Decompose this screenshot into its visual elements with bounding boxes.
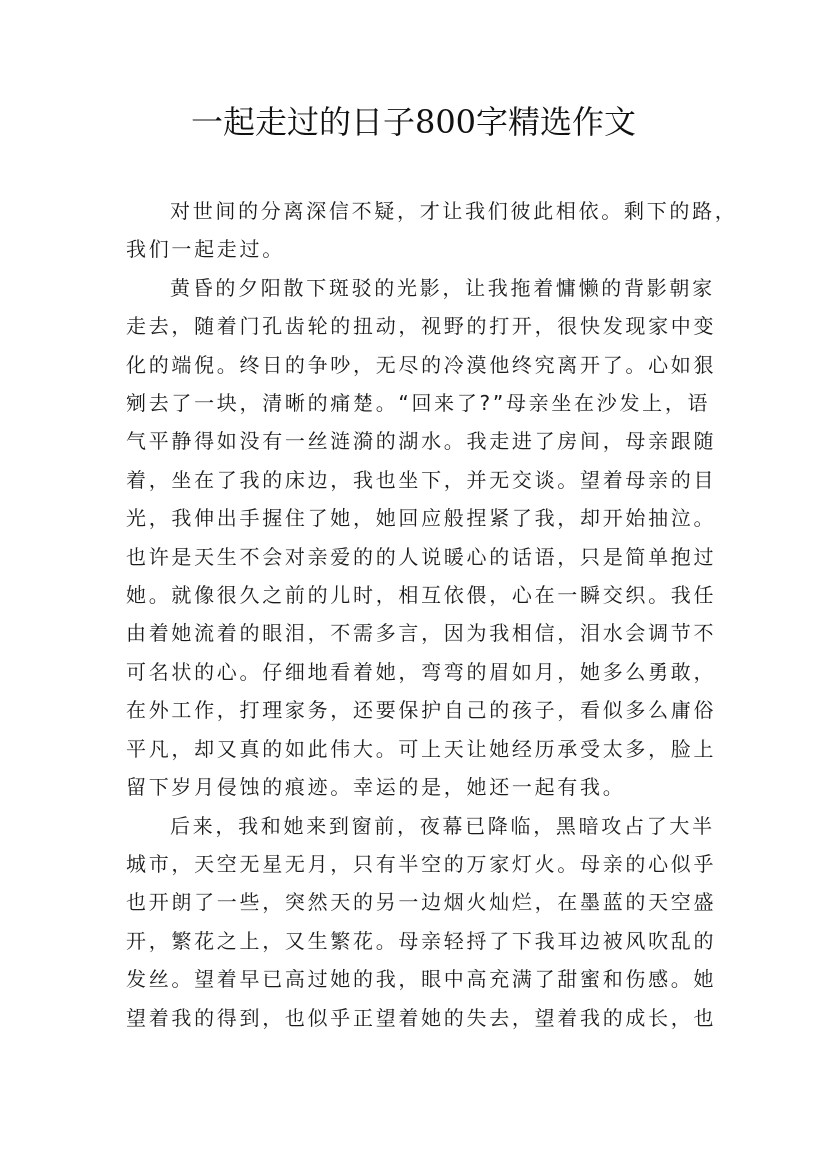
text-line: 可名状的心。仔细地看着她，弯弯的眉如月，她多么勇敢， bbox=[126, 659, 717, 684]
text-line: 着，坐在了我的床边，我也坐下，并无交谈。望着母亲的目 bbox=[126, 467, 717, 492]
text-line: 也开朗了一些，突然天的另一边烟火灿烂，在墨蓝的天空盛 bbox=[126, 890, 717, 915]
text-line: 城市，天空无星无月，只有半空的万家灯火。母亲的心似乎 bbox=[126, 851, 717, 876]
document-body bbox=[126, 192, 738, 1037]
text-line: 也许是天生不会对亲爱的的人说暖心的话语，只是简单抱过 bbox=[126, 544, 717, 569]
text-line: 在外工作，打理家务，还要保护自己的孩子，看似多么庸俗 bbox=[126, 698, 717, 723]
paragraph-1 bbox=[126, 192, 738, 269]
text-line: 气平静得如没有一丝涟漪的湖水。我走进了房间，母亲跟随 bbox=[126, 429, 717, 454]
text-line: 开，繁花之上，又生繁花。母亲轻捋了下我耳边被风吹乱的 bbox=[126, 928, 717, 953]
paragraph-3 bbox=[126, 807, 716, 1037]
text-line: 由着她流着的眼泪，不需多言，因为我相信，泪水会调节不 bbox=[126, 621, 717, 646]
text-line: 发丝。望着早已高过她的我，眼中高充满了甜蜜和伤感。她 bbox=[126, 967, 717, 992]
text-line: 望着我的得到，也似乎正望着她的失去，望着我的成长，也 bbox=[126, 1005, 717, 1030]
text-line: 走去，随着门孔齿轮的扭动，视野的打开，很快发现家中变 bbox=[126, 314, 717, 339]
text-line: 光，我伸出手握住了她，她回应般捏紧了我，却开始抽泣。 bbox=[126, 506, 717, 531]
text-line: 平凡，却又真的如此伟大。可上天让她经历承受太多，脸上 bbox=[126, 736, 717, 761]
text-line: 化的端倪。终日的争吵，无尽的冷漠他终究离开了。心如狠 bbox=[126, 352, 717, 377]
paragraph-2 bbox=[126, 269, 716, 807]
text-line: 我们一起走过。 bbox=[126, 237, 285, 262]
text-line: 黄昏的夕阳散下斑驳的光影，让我拖着慵懒的背影朝家 bbox=[170, 275, 715, 300]
text-line: 后来，我和她来到窗前，夜幕已降临，黑暗攻占了大半 bbox=[170, 813, 715, 838]
text-line: 留下岁月侵蚀的痕迹。幸运的是，她还一起有我。 bbox=[126, 775, 626, 800]
document-title: 一起走过的日子800字精选作文 bbox=[190, 103, 637, 141]
text-line: 剜去了一块，清晰的痛楚。“回来了?”母亲坐在沙发上，语 bbox=[126, 391, 711, 416]
text-line: 她。就像很久之前的儿时，相互依偎，心在一瞬交织。我任 bbox=[126, 583, 717, 608]
text-line: 对世间的分离深信不疑，才让我们彼此相依。剩下的路， bbox=[170, 199, 738, 223]
